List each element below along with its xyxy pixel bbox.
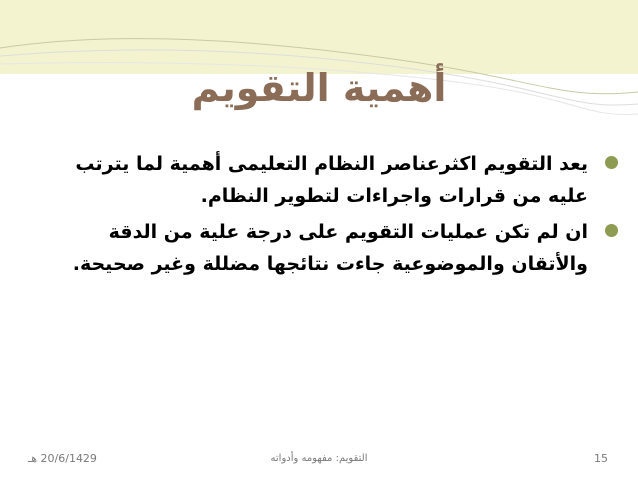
bullet-dot-icon (605, 156, 618, 169)
bullet-item (38, 216, 618, 280)
page-number: 15 (594, 452, 608, 465)
slide-footer (0, 448, 638, 468)
bullet-dot-icon (605, 224, 618, 237)
bullet-text: يعد التقويم اكثرعناصر النظام التعليمى أهمية لما يترتب عليه من قرارات واجراءات لتطوير النظام. (75, 153, 588, 207)
slide-title: أهمية التقويم (191, 66, 447, 110)
footer-date: 20/6/1429 هـ (28, 452, 97, 465)
bullet-text: ان لم تكن عمليات التقويم على درجة علية من الدقة والأتقان والموضوعية جاءت نتائجها مضللة وغير صحيحة. (72, 221, 588, 275)
bullet-list (38, 148, 618, 284)
footer-title: التقويم: مفهومه وأدواته (270, 453, 368, 464)
bullet-item (38, 148, 618, 212)
